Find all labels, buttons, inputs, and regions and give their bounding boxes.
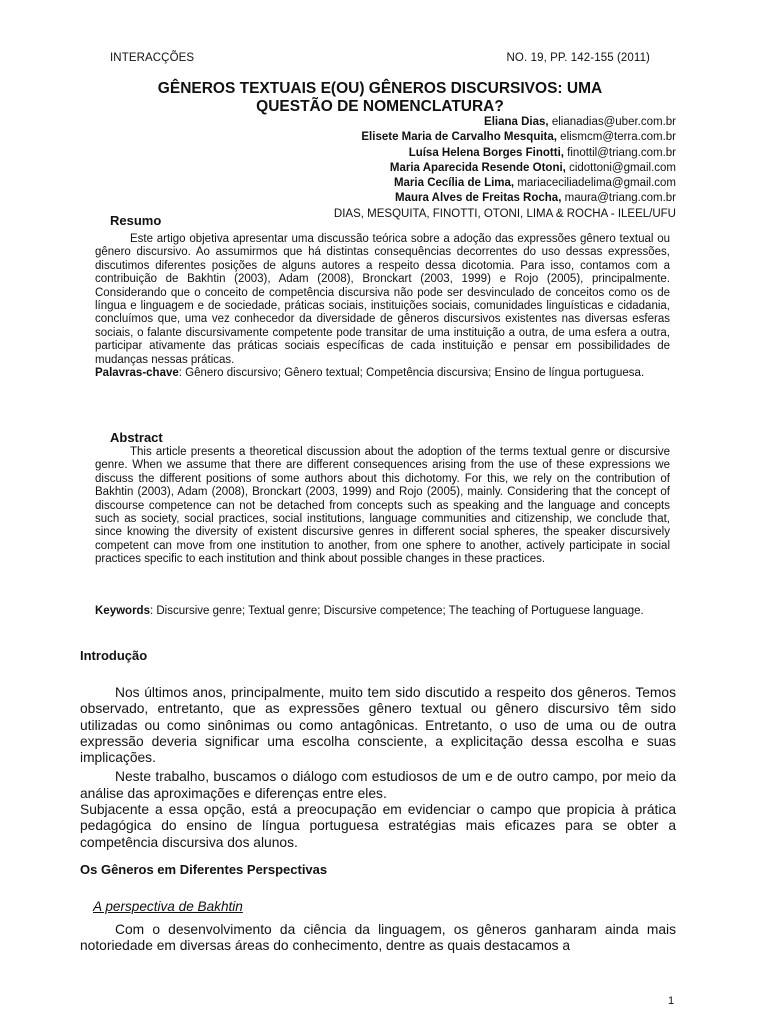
keywords-text: : Gênero discursivo; Gênero textual; Competência discursiva; Ensino de língua portuguesa. xyxy=(178,367,645,380)
author-email: maura@triang.com.br xyxy=(564,192,676,205)
author-line xyxy=(116,115,676,130)
subsection-heading: A perspectiva de Bakhtin xyxy=(93,899,243,914)
author-name: Luísa Helena Borges Finotti, xyxy=(408,146,564,159)
resumo-section xyxy=(95,233,670,380)
intro-heading: Introdução xyxy=(80,648,148,663)
intro-body xyxy=(80,685,676,851)
author-line xyxy=(116,176,676,191)
author-line xyxy=(116,146,676,161)
issue-info: NO. 19, PP. 142-155 (2011) xyxy=(506,52,650,64)
author-name: Eliana Dias, xyxy=(484,116,549,128)
keywords-label: Keywords xyxy=(95,605,150,617)
affiliation: DIAS, MESQUITA, FINOTTI, OTONI, LIMA & ROCHA - ILEEL/UFU xyxy=(333,207,676,220)
keywords-text: : Discursive genre; Textual genre; Discursive competence; The teaching of Portuguese language. xyxy=(149,605,644,617)
author-name: Maria Cecília de Lima, xyxy=(393,177,515,190)
author-email: finottil@triang.com.br xyxy=(567,146,676,159)
journal-name: INTERACÇÕES xyxy=(110,52,195,64)
abstract-text: This article presents a theoretical discussion about the adoption of the terms textual genre or discursive genre. When we assume that there are different consequences arising from the use of these expressions we discuss the different positions of some authors about this dichotomy. For this, we rely on the contribution of Bakhtin (2003), Adam (2008), Bronckart (2003, 1999) and Rojo (2005), mainly. Considering that the concept of discourse competence can not be detached from concepts such as speaking and the language and concepts such as society, social practices, social institutions, language communities and citizenship, we conclude that, since knowing the diversity of existent discursive genres in different social spheres, the speaker discursively competent can move from one institution to another, from one sphere to another, actively participate in social practices specific to each institution and think about possible changes in these practices. xyxy=(95,446,670,566)
abstract-keywords xyxy=(95,605,670,618)
title-line-2: QUESTÃO DE NOMENCLATURA? xyxy=(256,98,504,115)
intro-paragraph-3: Subjacente a essa opção, está a preocupação em evidenciar o campo que propicia à prática pedagógica do ensino de língua portuguesa estratégias mais eficazes para se obter a competência discursiva dos alunos. xyxy=(80,802,676,850)
intro-paragraph-2: Neste trabalho, buscamos o diálogo com estudiosos de um e de outro campo, por meio da análise das aproximações e diferenças entre eles. xyxy=(80,769,676,801)
title-line-1: GÊNEROS TEXTUAIS E(OU) GÊNEROS DISCURSIVOS: UMA xyxy=(157,80,603,97)
author-email: mariaceciliadelima@gmail.com xyxy=(517,177,676,190)
section-paragraph-1: Com o desenvolvimento da ciência da linguagem, os gêneros ganharam ainda mais notoriedade em diversas áreas do conhecimento, dentre as quais destacamos a xyxy=(80,922,676,954)
intro-paragraph-1: Nos últimos anos, principalmente, muito tem sido discutido a respeito dos gêneros. Temos observado, entretanto, que as expressões gênero textual ou gênero discursivo têm sido utilizadas ou como sinônimas ou como antagônicas. Entretanto, o uso de uma ou de outra expressão deveria significar uma escolha consciente, a explicitação dessa escolha e suas implicações. xyxy=(80,685,676,766)
author-line xyxy=(116,191,676,206)
author-line xyxy=(116,161,676,176)
paper-title xyxy=(80,80,680,116)
author-email: cidottoni@gmail.com xyxy=(569,161,676,174)
author-email: elismcm@terra.com.br xyxy=(560,131,676,144)
page-number: 1 xyxy=(668,995,675,1007)
running-header xyxy=(110,52,650,64)
author-line xyxy=(116,130,676,145)
author-name: Maria Aparecida Resende Otoni, xyxy=(389,161,566,174)
keywords-label: Palavras-chave xyxy=(95,367,179,380)
resumo-heading: Resumo xyxy=(110,213,162,228)
author-name: Elisete Maria de Carvalho Mesquita, xyxy=(361,131,557,144)
abstract-section xyxy=(95,446,670,567)
abstract-heading: Abstract xyxy=(110,430,163,445)
resumo-keywords xyxy=(95,367,670,380)
author-name: Maura Alves de Freitas Rocha, xyxy=(395,192,562,205)
section-heading: Os Gêneros em Diferentes Perspectivas xyxy=(80,862,328,877)
resumo-text: Este artigo objetiva apresentar uma discussão teórica sobre a adoção das expressões gênero textual ou gênero discursivo. Ao assumirmos que há distintas consequências decorrentes do uso dessas expressões, discutimos diferentes posições de alguns autores a respeito dessa dicotomia. Para isso, contamos com a contribuição de Bakhtin (2003), Adam (2008), Bronckart (2003, 1999) e Rojo (2005), principalmente. Considerando que o conceito de competência discursiva não pode ser desvinculado de conceitos como os de língua e linguagem e de sociedade, práticas sociais, instituições sociais, comunidades linguísticas e cidadania, concluímos que, uma vez conhecedor da diversidade de gêneros discursivos existentes nas diversas esferas sociais, o falante discursivamente competente pode transitar de uma instituição a outra, de uma esfera a outra, participar ativamente das práticas sociais específicas de cada instituição e pensar em possibilidades de mudanças nessas práticas. xyxy=(95,233,670,366)
author-list xyxy=(116,115,676,222)
author-email: elianadias@uber.com.br xyxy=(551,116,676,128)
section-body xyxy=(80,922,676,955)
